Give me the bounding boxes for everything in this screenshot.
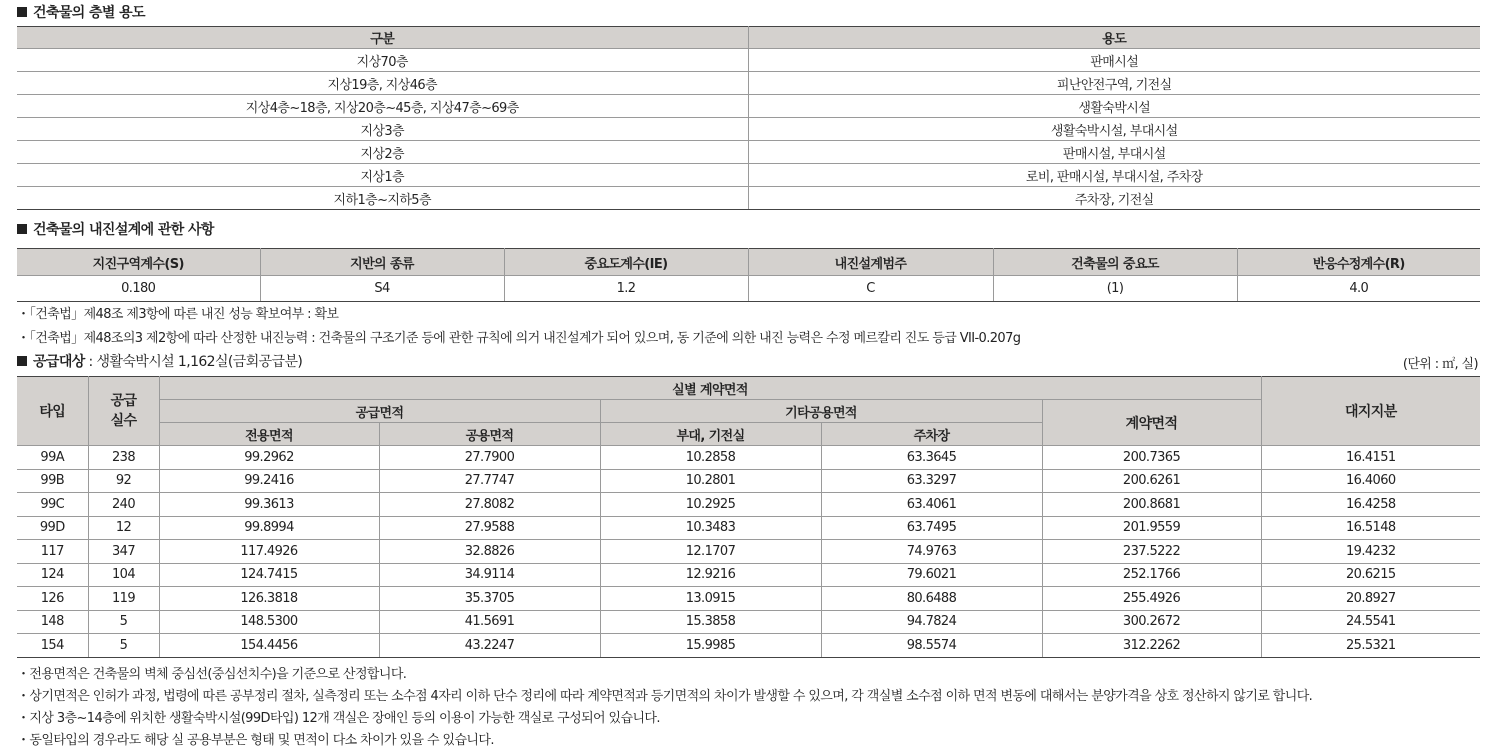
header-parking: 주차장 xyxy=(821,423,1042,446)
contract-area-cell: 200.8681 xyxy=(1042,493,1261,517)
common-area-cell: 27.7900 xyxy=(379,446,600,470)
table-row xyxy=(17,516,1480,540)
contract-area-cell: 252.1766 xyxy=(1042,563,1261,587)
header-supply-units: 공급 실수 xyxy=(88,377,159,446)
land-share-cell: 19.4232 xyxy=(1261,540,1480,564)
land-share-cell: 16.4151 xyxy=(1261,446,1480,470)
table-row xyxy=(17,187,1480,210)
header-usage: 용도 xyxy=(748,27,1480,49)
square-bullet-icon xyxy=(17,7,27,17)
common-area-cell: 35.3705 xyxy=(379,587,600,611)
header-exclusive: 전용면적 xyxy=(159,423,379,446)
contract-area-cell: 300.2672 xyxy=(1042,610,1261,634)
supply-units-cell: 347 xyxy=(88,540,159,564)
section-title-floor-usage xyxy=(17,4,145,22)
type-cell: 99B xyxy=(17,469,88,493)
land-share-cell: 20.8927 xyxy=(1261,587,1480,611)
table-row xyxy=(17,276,1480,302)
table-row xyxy=(17,540,1480,564)
table-row xyxy=(17,563,1480,587)
parking-area-cell: 63.3297 xyxy=(821,469,1042,493)
table-row xyxy=(17,72,1480,95)
header-category: 구분 xyxy=(17,27,748,49)
supply-units-cell: 5 xyxy=(88,610,159,634)
section-title-text: 건축물의 내진설계에 관한 사항 xyxy=(33,222,214,238)
land-share-cell: 16.5148 xyxy=(1261,516,1480,540)
section-title-text: 공급대상 xyxy=(33,354,85,370)
parking-area-cell: 80.6488 xyxy=(821,587,1042,611)
parking-area-cell: 63.7495 xyxy=(821,516,1042,540)
table-row xyxy=(17,164,1480,187)
type-cell: 99A xyxy=(17,446,88,470)
common-area-cell: 27.9588 xyxy=(379,516,600,540)
common-area-cell: 34.9114 xyxy=(379,563,600,587)
type-cell: 154 xyxy=(17,634,88,658)
auxiliary-area-cell: 10.3483 xyxy=(600,516,821,540)
usage-cell: 주차장, 기전실 xyxy=(748,187,1480,210)
value-building-importance: (1) xyxy=(993,276,1237,302)
exclusive-area-cell: 99.3613 xyxy=(159,493,379,517)
auxiliary-area-cell: 12.9216 xyxy=(600,563,821,587)
supply-table xyxy=(17,376,1480,658)
contract-area-cell: 200.6261 xyxy=(1042,469,1261,493)
seismic-table xyxy=(17,248,1480,302)
floor-cell: 지상3층 xyxy=(17,118,748,141)
supply-units-cell: 104 xyxy=(88,563,159,587)
supply-table-body xyxy=(17,446,1480,658)
value-importance-factor: 1.2 xyxy=(504,276,748,302)
auxiliary-area-cell: 10.2801 xyxy=(600,469,821,493)
floor-cell: 지상19층, 지상46층 xyxy=(17,72,748,95)
section-title-seismic xyxy=(17,221,214,239)
header-common: 공용면적 xyxy=(379,423,600,446)
value-seismic-zone-factor: 0.180 xyxy=(17,276,260,302)
land-share-cell: 25.5321 xyxy=(1261,634,1480,658)
table-row xyxy=(17,493,1480,517)
common-area-cell: 27.7747 xyxy=(379,469,600,493)
floor-cell: 지하1층~지하5층 xyxy=(17,187,748,210)
auxiliary-area-cell: 10.2925 xyxy=(600,493,821,517)
contract-area-cell: 200.7365 xyxy=(1042,446,1261,470)
header-soil-type: 지반의 종류 xyxy=(260,249,504,276)
type-cell: 99C xyxy=(17,493,88,517)
header-type: 타입 xyxy=(17,377,88,446)
usage-cell: 생활숙박시설 xyxy=(748,95,1480,118)
header-response-factor: 반응수정계수(R) xyxy=(1237,249,1480,276)
table-row xyxy=(17,118,1480,141)
supply-units-cell: 5 xyxy=(88,634,159,658)
supply-units-cell: 240 xyxy=(88,493,159,517)
exclusive-area-cell: 126.3818 xyxy=(159,587,379,611)
land-share-cell: 16.4258 xyxy=(1261,493,1480,517)
contract-area-cell: 312.2262 xyxy=(1042,634,1261,658)
parking-area-cell: 94.7824 xyxy=(821,610,1042,634)
usage-cell: 판매시설, 부대시설 xyxy=(748,141,1480,164)
floor-usage-table xyxy=(17,26,1480,210)
table-row xyxy=(17,95,1480,118)
square-bullet-icon xyxy=(17,224,27,234)
header-seismic-category: 내진설계범주 xyxy=(748,249,993,276)
auxiliary-area-cell: 12.1707 xyxy=(600,540,821,564)
table-header-row xyxy=(17,377,1480,400)
contract-area-cell: 237.5222 xyxy=(1042,540,1261,564)
type-cell: 117 xyxy=(17,540,88,564)
usage-cell: 판매시설 xyxy=(748,49,1480,72)
header-area-group: 실별 계약면적 xyxy=(159,377,1261,400)
usage-cell: 생활숙박시설, 부대시설 xyxy=(748,118,1480,141)
header-seismic-zone-factor: 지진구역계수(S) xyxy=(17,249,260,276)
exclusive-area-cell: 99.2416 xyxy=(159,469,379,493)
header-auxiliary: 부대, 기전실 xyxy=(600,423,821,446)
auxiliary-area-cell: 13.0915 xyxy=(600,587,821,611)
contract-area-cell: 201.9559 xyxy=(1042,516,1261,540)
auxiliary-area-cell: 15.9985 xyxy=(600,634,821,658)
section-subtitle: : 생활숙박시설 1,162실(금회공급분) xyxy=(84,354,303,370)
floor-cell: 지상70층 xyxy=(17,49,748,72)
value-soil-type: S4 xyxy=(260,276,504,302)
header-supply-area: 공급면적 xyxy=(159,400,600,423)
table-row xyxy=(17,634,1480,658)
parking-area-cell: 79.6021 xyxy=(821,563,1042,587)
table-header-row xyxy=(17,249,1480,276)
seismic-note-1: ・「건축법」제48조 제3항에 따른 내진 성능 확보여부 : 확보 xyxy=(17,307,339,322)
supply-units-cell: 12 xyxy=(88,516,159,540)
land-share-cell: 16.4060 xyxy=(1261,469,1480,493)
common-area-cell: 32.8826 xyxy=(379,540,600,564)
land-share-cell: 24.5541 xyxy=(1261,610,1480,634)
supply-note-3: ・지상 3층~14층에 위치한 생활숙박시설(99D타입) 12개 객실은 장애인 등의 이용이 가능한 객실로 구성되어 있습니다. xyxy=(17,711,660,726)
table-row xyxy=(17,141,1480,164)
parking-area-cell: 74.9763 xyxy=(821,540,1042,564)
supply-note-1: ・전용면적은 건축물의 벽체 중심선(중심선치수)을 기준으로 산정합니다. xyxy=(17,667,407,682)
supply-note-4: ・동일타입의 경우라도 해당 실 공용부분은 형태 및 면적이 다소 차이가 있을 수 있습니다. xyxy=(17,733,494,748)
floor-usage-body xyxy=(17,49,1480,210)
exclusive-area-cell: 117.4926 xyxy=(159,540,379,564)
unit-label: (단위 : ㎡, 실) xyxy=(1402,357,1478,372)
usage-cell: 로비, 판매시설, 부대시설, 주차장 xyxy=(748,164,1480,187)
floor-cell: 지상4층~18층, 지상20층~45층, 지상47층~69층 xyxy=(17,95,748,118)
supply-units-cell: 238 xyxy=(88,446,159,470)
value-response-factor: 4.0 xyxy=(1237,276,1480,302)
common-area-cell: 43.2247 xyxy=(379,634,600,658)
exclusive-area-cell: 124.7415 xyxy=(159,563,379,587)
value-seismic-category: C xyxy=(748,276,993,302)
table-row xyxy=(17,469,1480,493)
header-land-share: 대지지분 xyxy=(1261,377,1480,446)
type-cell: 124 xyxy=(17,563,88,587)
floor-cell: 지상1층 xyxy=(17,164,748,187)
header-other-common: 기타공용면적 xyxy=(600,400,1042,423)
exclusive-area-cell: 148.5300 xyxy=(159,610,379,634)
section-title-supply xyxy=(17,353,302,371)
supply-note-2: ・상기면적은 인허가 과정, 법령에 따른 공부정리 절차, 실측정리 또는 소수점 4자리 이하 단수 정리에 따라 계약면적과 등기면적의 차이가 발생할 수 있으며, 각 객실별 소수점 이하 면적 변동에 대해서는 분양가격을 상호 정산하지 않기로 합니다. xyxy=(17,689,1313,704)
seismic-note-2: ・「건축법」제48조의3 제2항에 따라 산정한 내진능력 : 건축물의 구조기준 등에 관한 규칙에 의거 내진설계가 되어 있으며, 동 기준에 의한 내진 능력은 수정 메르칼리 진도 등급 VII-0.207g xyxy=(17,331,1021,346)
common-area-cell: 41.5691 xyxy=(379,610,600,634)
common-area-cell: 27.8082 xyxy=(379,493,600,517)
header-building-importance: 건축물의 중요도 xyxy=(993,249,1237,276)
square-bullet-icon xyxy=(17,356,27,366)
table-row xyxy=(17,446,1480,470)
type-cell: 148 xyxy=(17,610,88,634)
table-header-row xyxy=(17,27,1480,49)
parking-area-cell: 63.4061 xyxy=(821,493,1042,517)
land-share-cell: 20.6215 xyxy=(1261,563,1480,587)
table-header-row xyxy=(17,400,1480,423)
auxiliary-area-cell: 10.2858 xyxy=(600,446,821,470)
header-importance-factor: 중요도계수(IE) xyxy=(504,249,748,276)
exclusive-area-cell: 154.4456 xyxy=(159,634,379,658)
floor-cell: 지상2층 xyxy=(17,141,748,164)
contract-area-cell: 255.4926 xyxy=(1042,587,1261,611)
supply-units-cell: 92 xyxy=(88,469,159,493)
section-title-text: 건축물의 층별 용도 xyxy=(33,5,145,21)
supply-units-cell: 119 xyxy=(88,587,159,611)
type-cell: 126 xyxy=(17,587,88,611)
table-row xyxy=(17,49,1480,72)
header-contract-area: 계약면적 xyxy=(1042,400,1261,446)
exclusive-area-cell: 99.2962 xyxy=(159,446,379,470)
table-row xyxy=(17,587,1480,611)
exclusive-area-cell: 99.8994 xyxy=(159,516,379,540)
auxiliary-area-cell: 15.3858 xyxy=(600,610,821,634)
table-row xyxy=(17,610,1480,634)
type-cell: 99D xyxy=(17,516,88,540)
parking-area-cell: 98.5574 xyxy=(821,634,1042,658)
usage-cell: 피난안전구역, 기전실 xyxy=(748,72,1480,95)
parking-area-cell: 63.3645 xyxy=(821,446,1042,470)
